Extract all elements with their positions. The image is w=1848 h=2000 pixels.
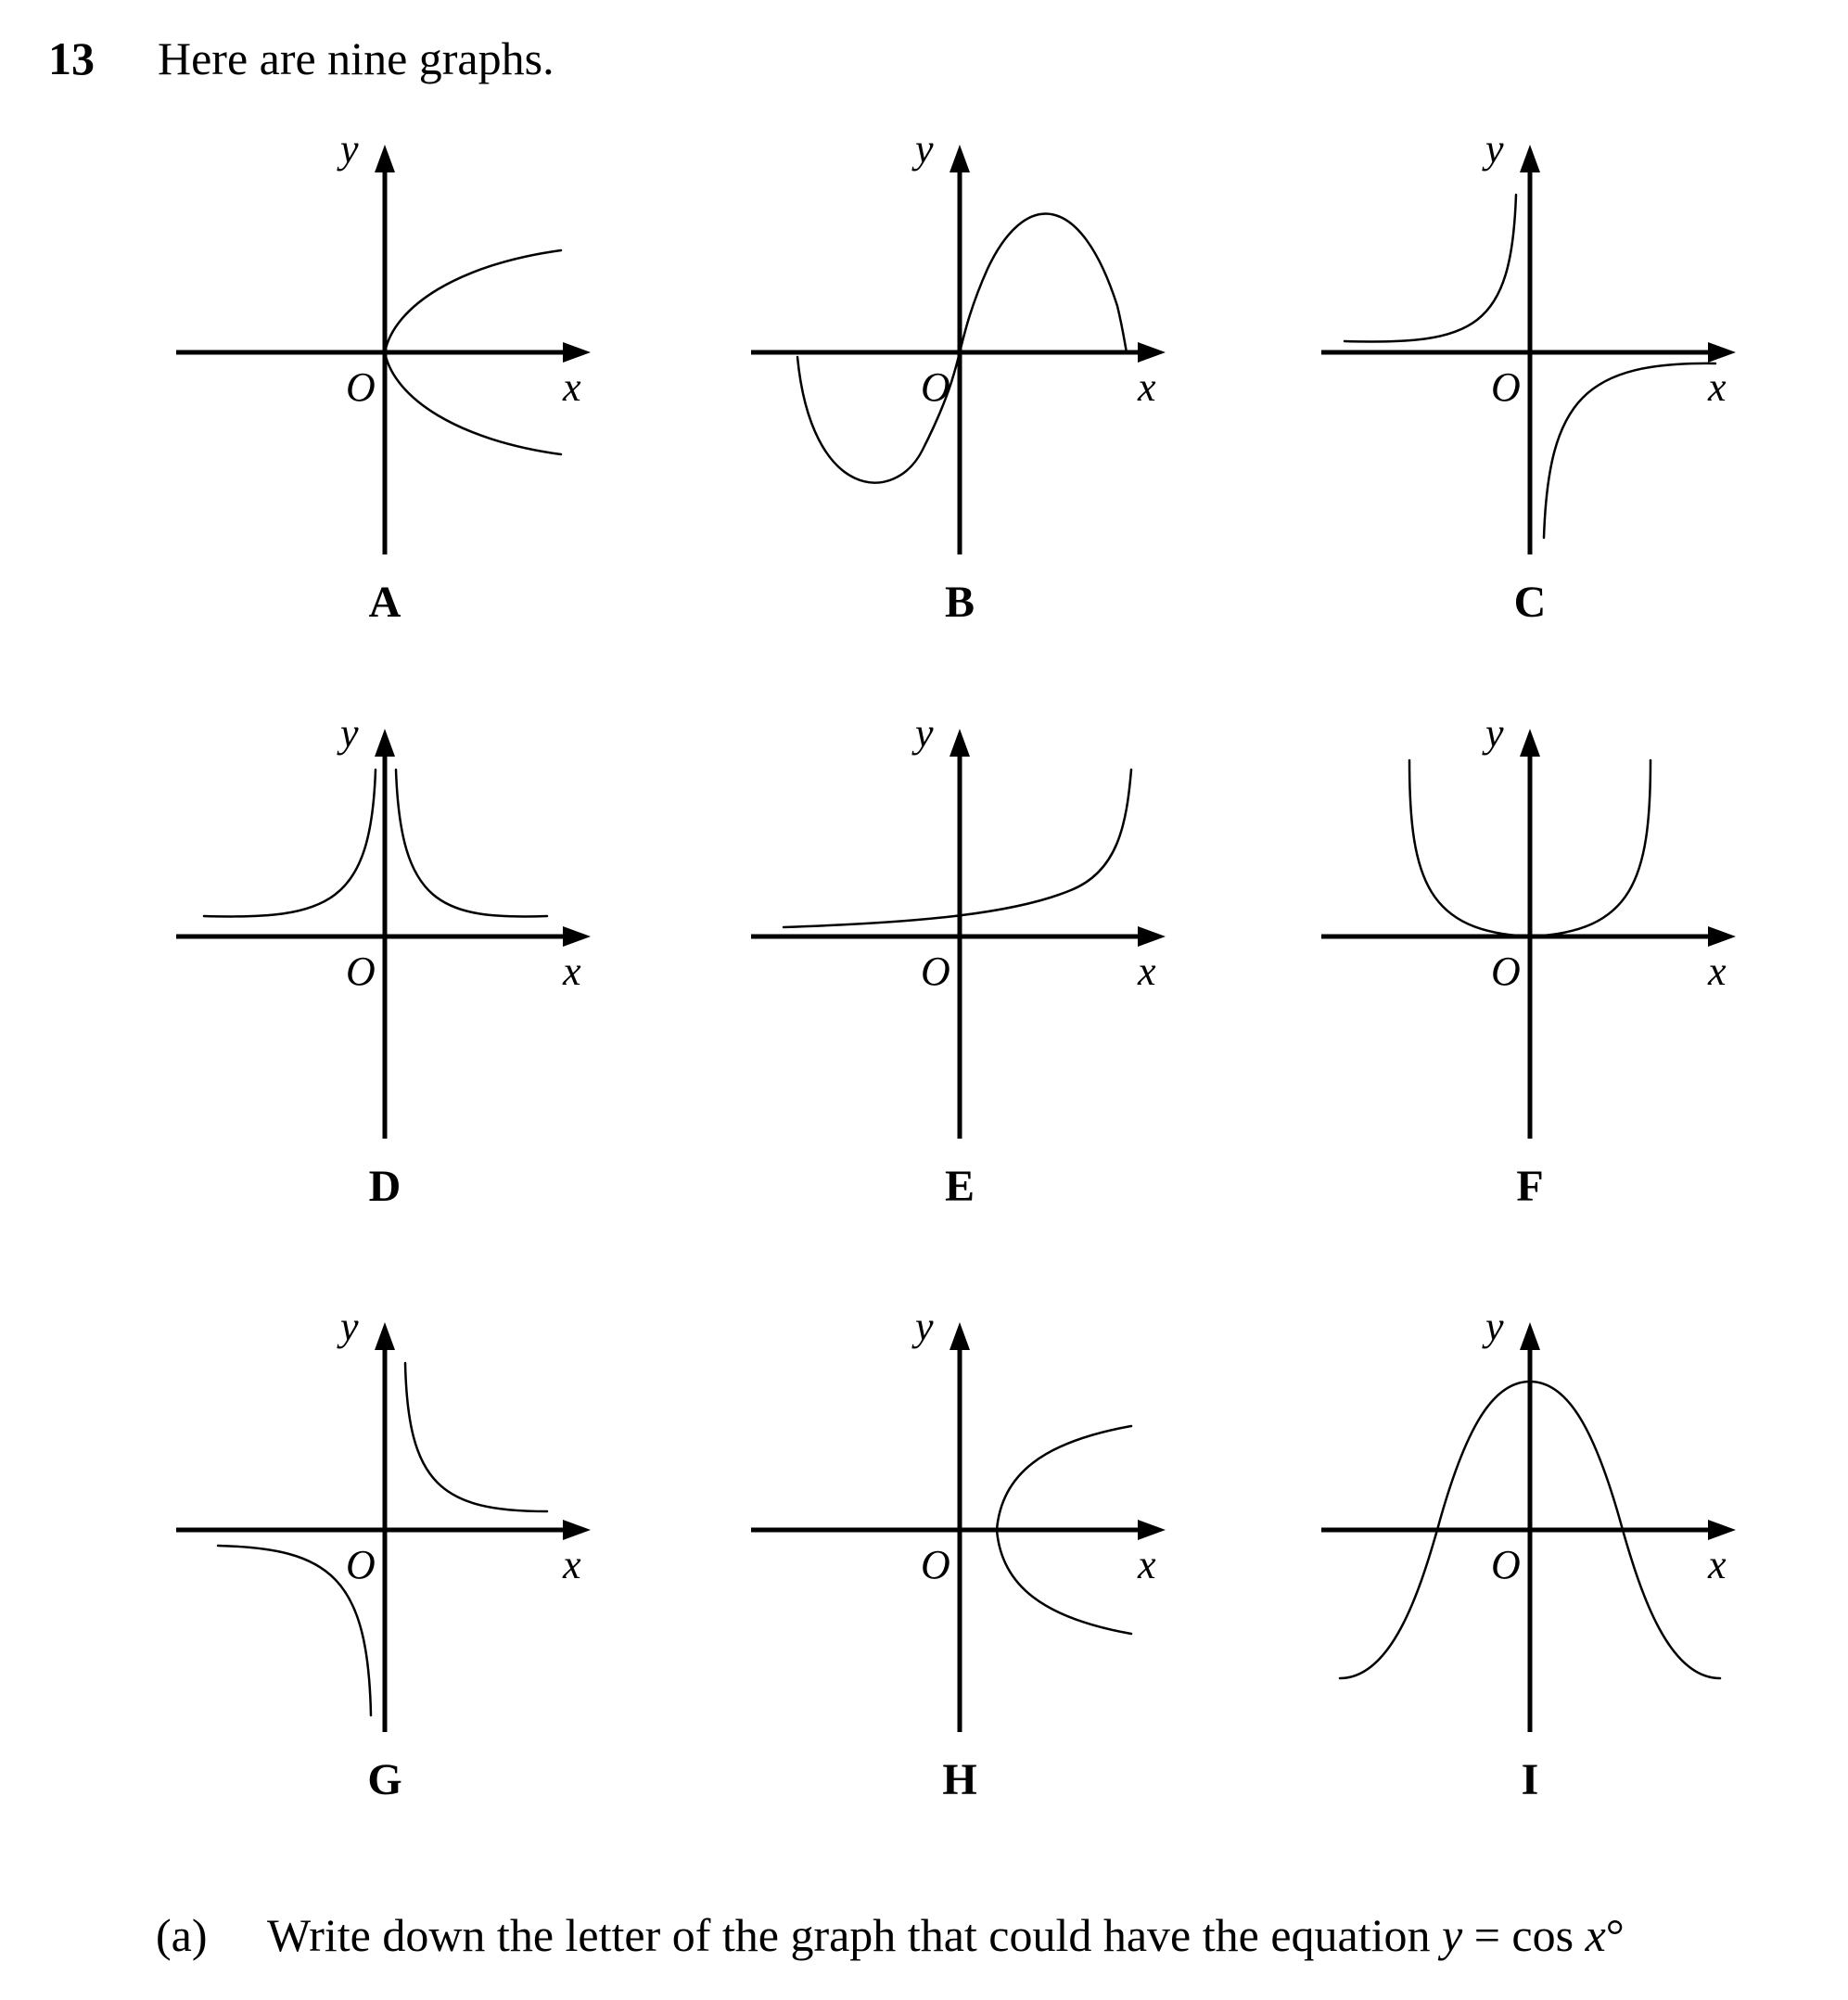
y-axis-label: y [340,710,359,756]
part-a-var-y: y [1442,1909,1463,1961]
origin-label: O [1491,949,1521,994]
x-axis-label: x [563,364,581,410]
y-axis-arrow-icon [375,1322,395,1350]
origin-label: O [1491,1542,1521,1587]
graph-d [176,710,591,1211]
graph-i [1321,1304,1736,1804]
graph-d-curve-1 [204,770,376,917]
y-axis-label: y [1485,126,1504,172]
x-axis-arrow-icon [1138,1520,1166,1540]
y-axis-arrow-icon [949,729,970,757]
question-intro: Here are nine graphs. [158,32,554,84]
graph-letter: B [944,578,975,627]
part-a-text: Write down the letter of the graph that could have the equation [267,1909,1442,1961]
graph-b [751,126,1166,627]
part-a-degree: ° [1605,1909,1625,1961]
x-axis-arrow-icon [1708,342,1736,363]
origin-label: O [346,1542,376,1587]
origin-label: O [921,364,950,410]
x-axis-arrow-icon [1138,926,1166,947]
graph-c-curve-2 [1544,363,1715,538]
graph-letter: D [368,1162,401,1211]
graph-c-curve-1 [1345,195,1516,342]
part-a-question [267,1909,1625,1961]
graph-f [1321,710,1736,1211]
graph-h-curve-1 [997,1426,1131,1530]
y-axis-arrow-icon [1520,145,1540,172]
graph-e [751,710,1166,1211]
graph-g [176,1304,591,1804]
x-axis-label: x [563,949,581,994]
graph-a [176,126,591,627]
x-axis-arrow-icon [1138,342,1166,363]
graph-a-curve-2 [385,352,561,454]
graph-letter: F [1516,1162,1544,1211]
y-axis-label: y [915,710,934,756]
origin-label: O [921,949,950,994]
graph-letter: H [942,1755,977,1804]
y-axis-arrow-icon [1520,729,1540,757]
origin-label: O [921,1542,950,1587]
graph-g-curve-1 [405,1363,547,1511]
graph-letter: C [1513,578,1547,627]
graph-h [751,1304,1166,1804]
origin-label: O [1491,364,1521,410]
origin-label: O [346,949,376,994]
part-a-var-x: x [1585,1909,1606,1961]
graph-letter: E [944,1162,975,1211]
y-axis-arrow-icon [949,1322,970,1350]
graph-letter: A [368,578,401,627]
x-axis-label: x [1708,364,1727,410]
x-axis-label: x [1708,949,1727,994]
y-axis-label: y [915,1304,934,1349]
y-axis-label: y [340,1304,359,1349]
x-axis-arrow-icon [563,1520,591,1540]
x-axis-label: x [1708,1542,1727,1587]
y-axis-label: y [1485,1304,1504,1349]
y-axis-label: y [340,126,359,172]
y-axis-arrow-icon [1520,1322,1540,1350]
question-number: 13 [48,32,95,84]
part-a-equals: = cos [1462,1909,1586,1961]
x-axis-label: x [1138,1542,1156,1587]
part-a-label: (a) [156,1909,208,1961]
x-axis-label: x [1138,949,1156,994]
y-axis-label: y [1485,710,1504,756]
x-axis-arrow-icon [563,926,591,947]
x-axis-arrow-icon [1708,1520,1736,1540]
y-axis-arrow-icon [375,729,395,757]
graph-letter: G [367,1755,402,1804]
x-axis-arrow-icon [563,342,591,363]
graph-a-curve-1 [385,250,561,352]
origin-label: O [346,364,376,410]
x-axis-label: x [563,1542,581,1587]
graph-letter: I [1521,1755,1539,1804]
y-axis-arrow-icon [949,145,970,172]
y-axis-label: y [915,126,934,172]
y-axis-arrow-icon [375,145,395,172]
x-axis-arrow-icon [1708,926,1736,947]
graph-c [1321,126,1736,627]
graph-h-curve-2 [997,1530,1131,1634]
x-axis-label: x [1138,364,1156,410]
graph-d-curve-2 [396,770,547,917]
